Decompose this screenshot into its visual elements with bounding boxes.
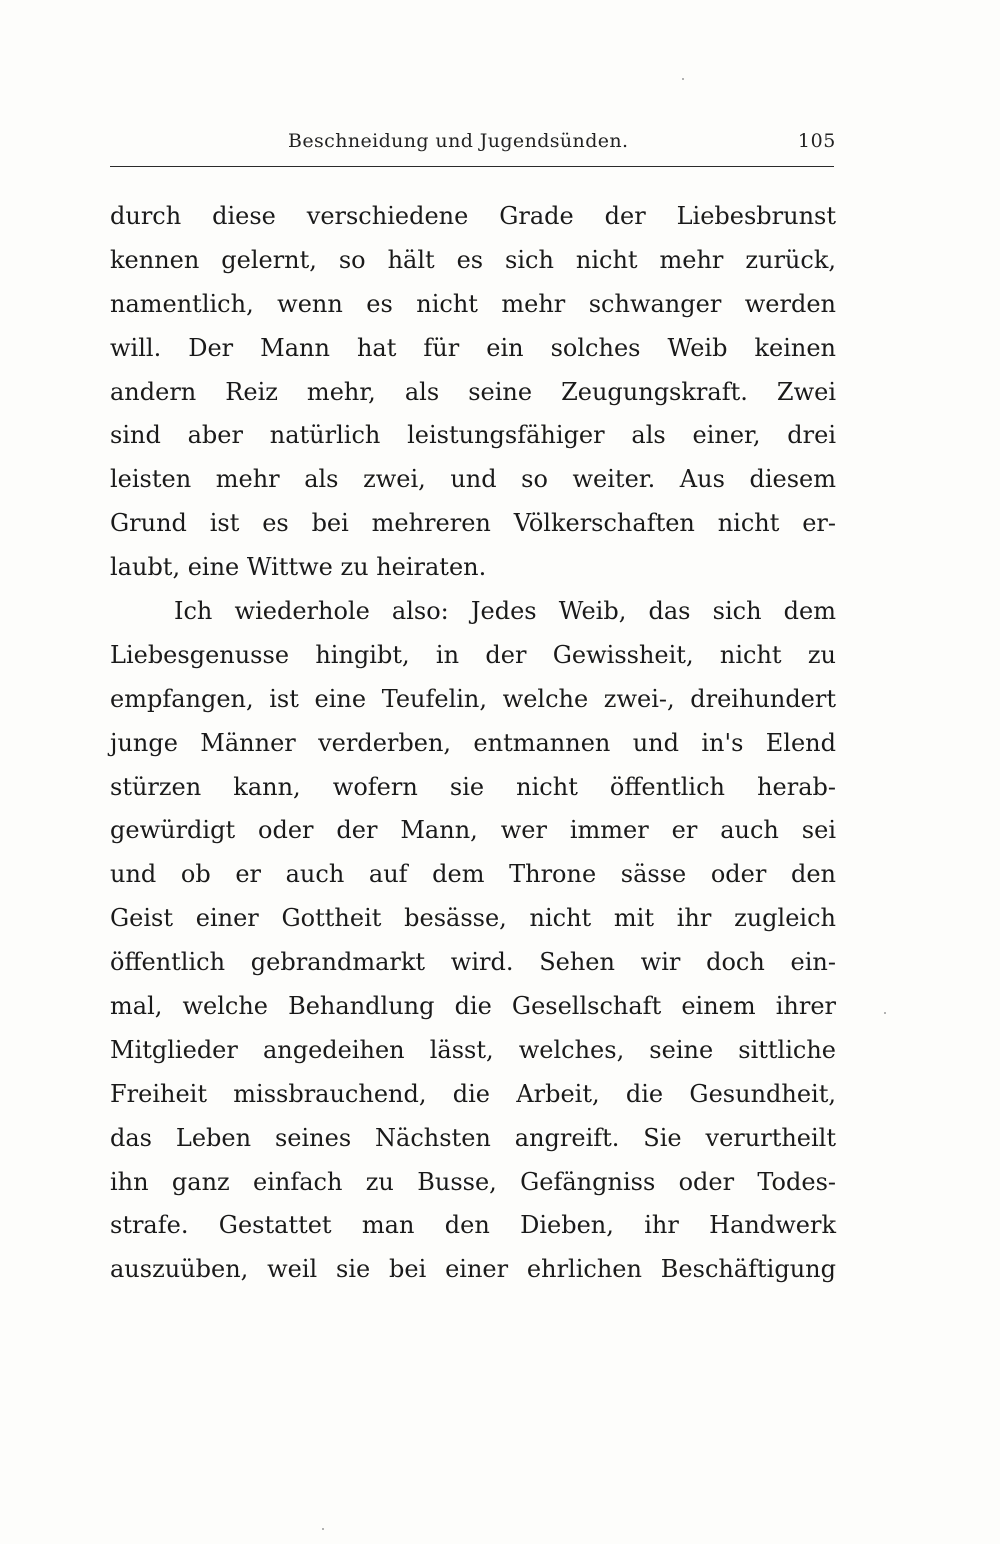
text-line: sind aber natürlich leistungsfähiger als einer, drei [110,421,836,450]
scan-speck [322,1528,324,1530]
text-line-paragraph-end: laubt, eine Wittwe zu heiraten. [110,553,487,582]
text-line: strafe. Gestattet man den Dieben, ihr Handwerk [110,1211,836,1240]
scan-speck [682,78,684,80]
text-line: ihn ganz einfach zu Busse, Gefängniss oder Todes- [110,1167,836,1196]
text-line-paragraph-start: Ich wiederhole also: Jedes Weib, das sich dem [174,597,836,626]
text-line: Geist einer Gottheit besässe, nicht mit ihr zugleich [110,904,836,933]
text-line: empfangen, ist eine Teufelin, welche zwei-, dreihundert [110,684,836,713]
text-line: junge Männer verderben, entmannen und in's Elend [110,728,836,757]
text-line: Mitglieder angedeihen lässt, welches, seine sittliche [110,1035,836,1064]
text-line: Liebesgenusse hingibt, in der Gewissheit, nicht zu [110,640,836,669]
running-header [110,126,840,162]
header-rule [110,166,834,167]
text-line: leisten mehr als zwei, und so weiter. Aus diesem [110,465,836,494]
text-line: durch diese verschiedene Grade der Liebesbrunst [110,202,836,230]
scan-speck [884,1012,886,1014]
text-line: kennen gelernt, so hält es sich nicht mehr zurück, [110,245,836,274]
text-line: Grund ist es bei mehreren Völkerschaften nicht er- [110,509,836,538]
body-text [110,195,836,1292]
text-line: gewürdigt oder der Mann, wer immer er auch sei [110,816,836,845]
text-line: mal, welche Behandlung die Gesellschaft einem ihrer [110,992,836,1021]
text-line: und ob er auch auf dem Throne sässe oder den [110,860,836,889]
text-line: andern Reiz mehr, als seine Zeugungskraft. Zwei [110,377,836,406]
text-line: will. Der Mann hat für ein solches Weib keinen [110,333,836,362]
text-line: das Leben seines Nächsten angreift. Sie verurtheilt [110,1123,836,1152]
text-line: namentlich, wenn es nicht mehr schwanger werden [110,289,836,318]
text-line: öffentlich gebrandmarkt wird. Sehen wir doch ein- [110,948,836,977]
page-number: 105 [797,130,836,152]
text-line: Freiheit missbrauchend, die Arbeit, die Gesundheit, [110,1079,836,1108]
text-line: stürzen kann, wofern sie nicht öffentlich herab- [110,772,836,801]
text-line: auszuüben, weil sie bei einer ehrlichen Beschäftigung [110,1255,836,1284]
running-title: Beschneidung und Jugendsünden. [288,130,629,152]
